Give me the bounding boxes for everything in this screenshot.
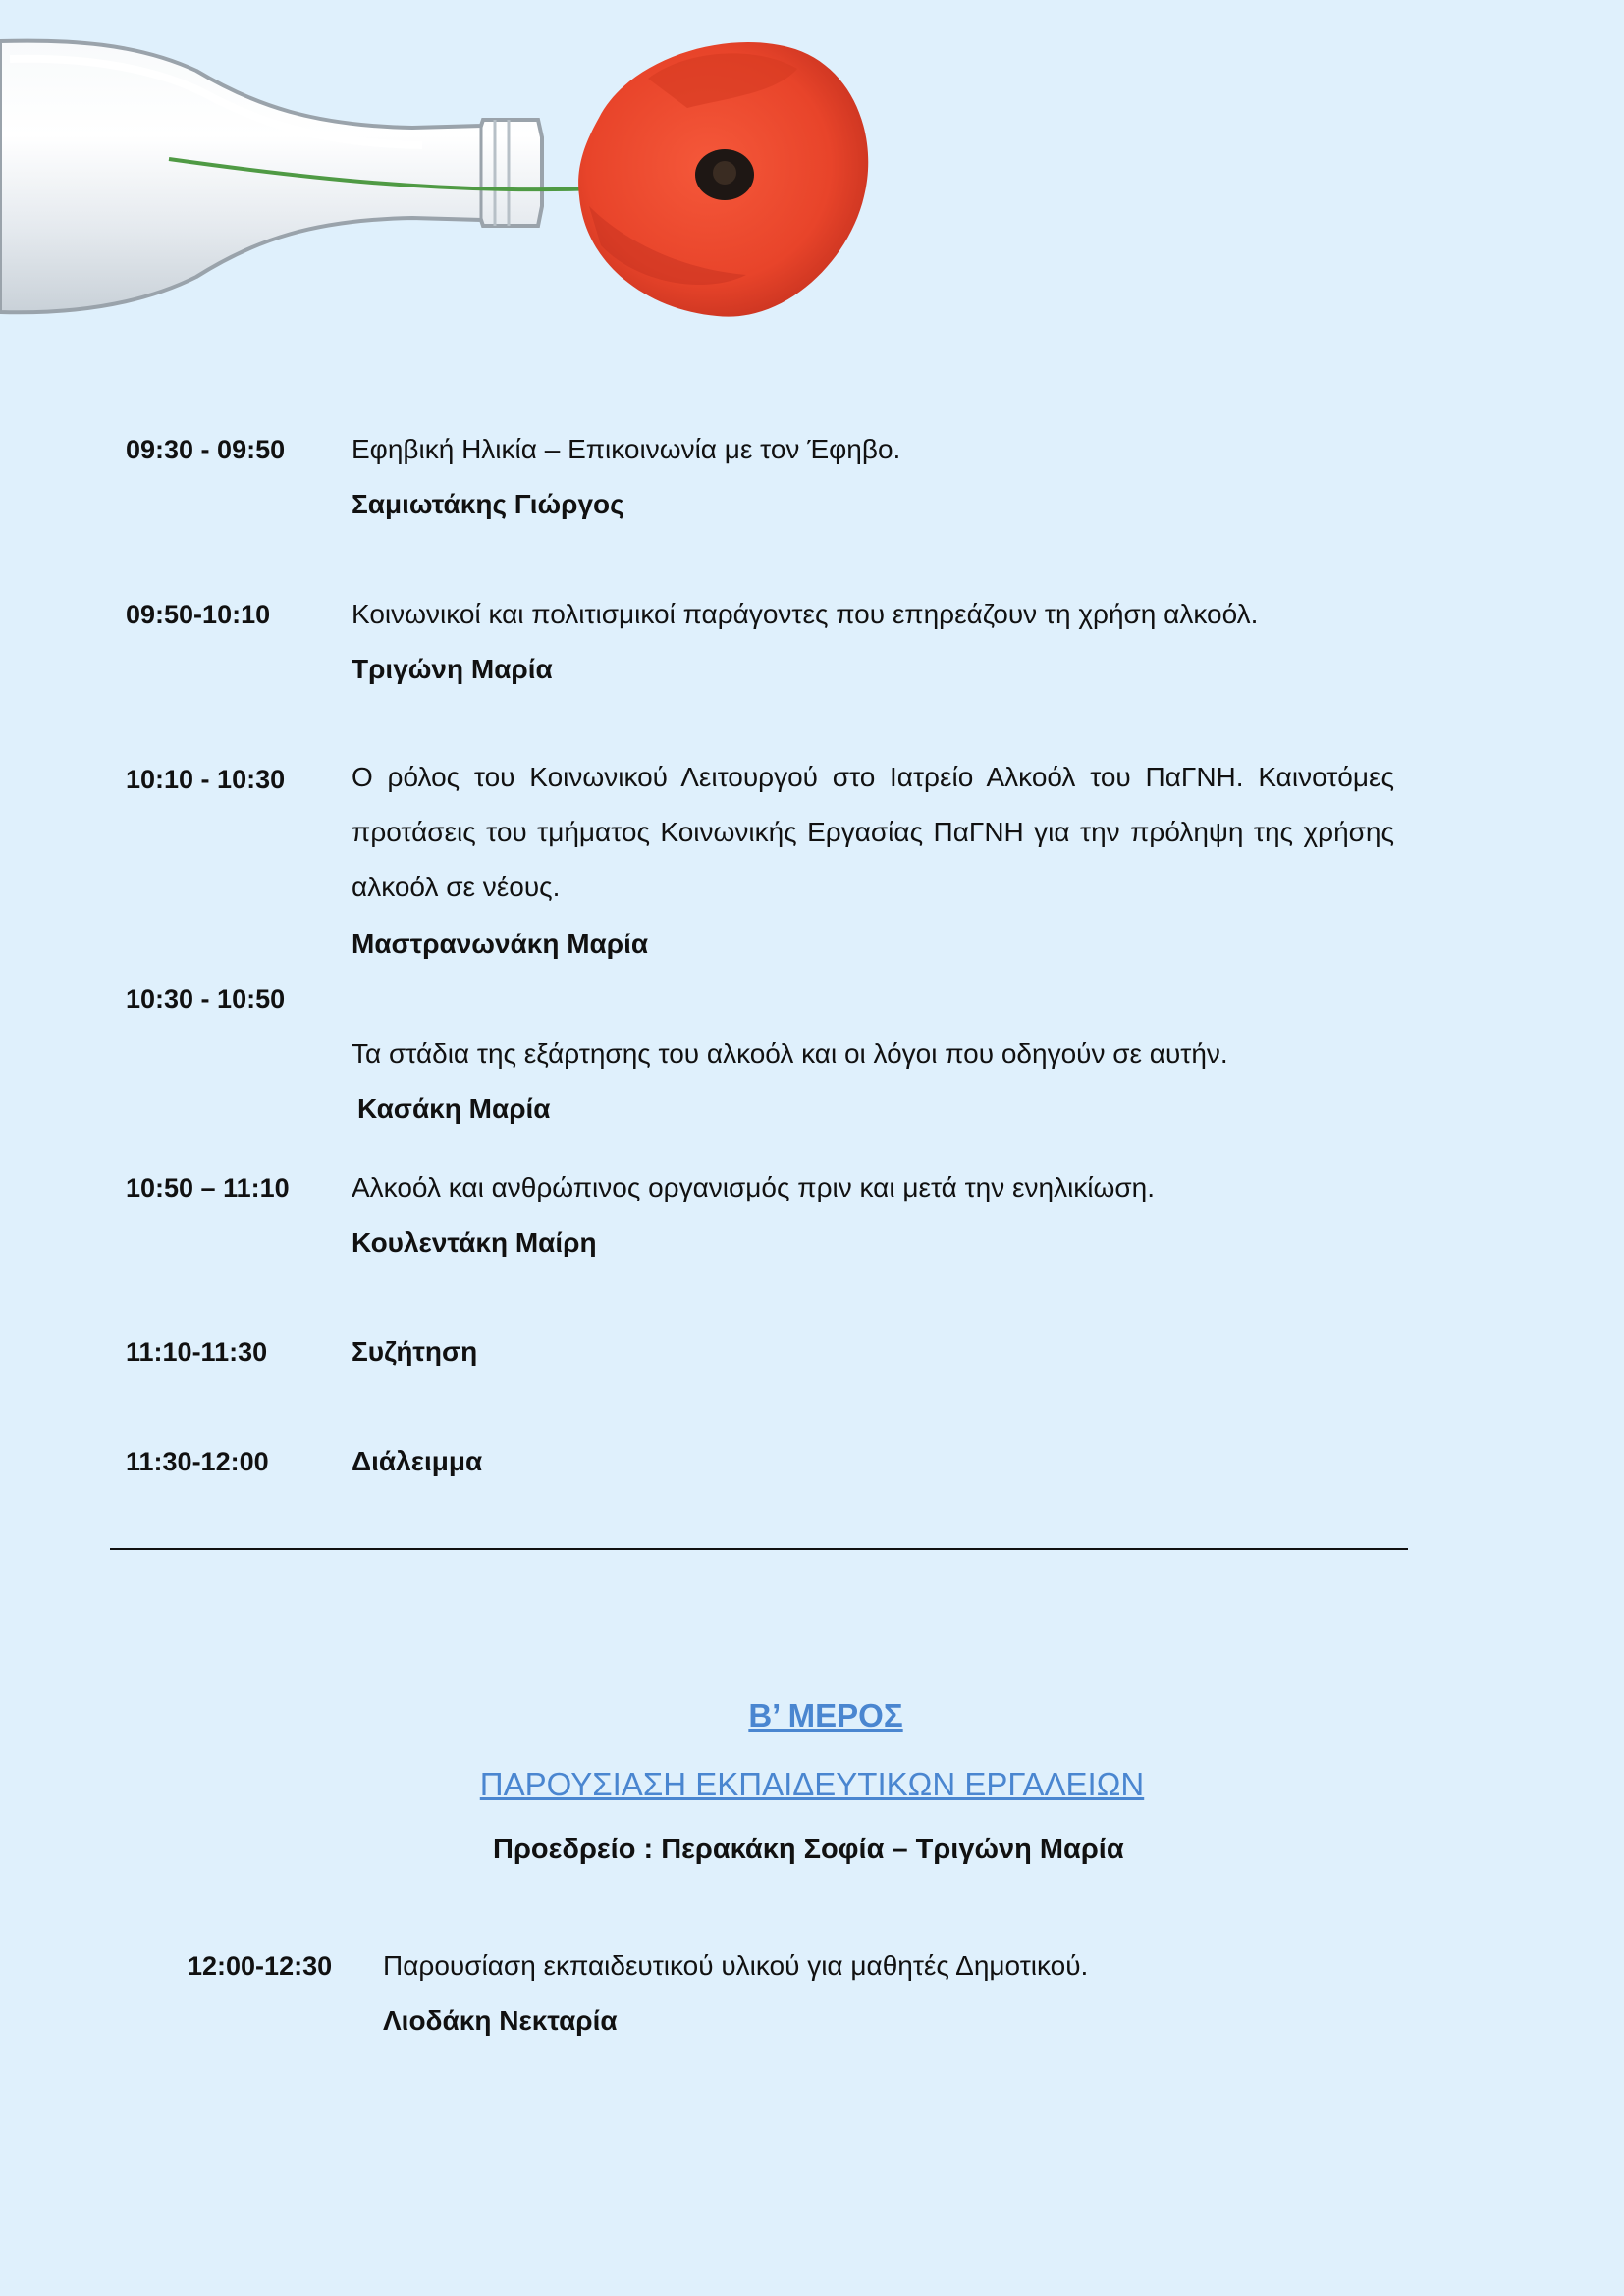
speaker-name: Λιοδάκη Νεκταρία — [383, 2005, 618, 2036]
talk-title: Εφηβική Ηλικία – Επικοινωνία με τον Έφηβο. — [352, 434, 901, 464]
break-label: Διάλειμμα — [352, 1446, 483, 1476]
time-slot: 10:30 - 10:50 — [126, 985, 286, 1014]
time-slot: 11:30-12:00 — [126, 1447, 269, 1476]
talk-title: Αλκοόλ και ανθρώπινος οργανισμός πριν και μετά την ενηλικίωση. — [352, 1172, 1156, 1202]
speaker-name: Κουλεντάκη Μαίρη — [352, 1227, 597, 1257]
section-divider — [110, 1548, 1408, 1550]
speaker-name: Κασάκη Μαρία — [357, 1094, 551, 1124]
poppy-flower-icon — [578, 42, 868, 317]
time-slot: 11:10-11:30 — [126, 1337, 268, 1366]
talk-title: Ο ρόλος του Κοινωνικού Λειτουργού στο Ιατρείο Αλκοόλ του ΠαΓΝΗ. Καινοτόμες προτάσεις του τμήματος Κοινωνικής Εργασίας ΠαΓΝΗ για την πρόληψη της χρήσης αλκοόλ σε νέους. — [352, 762, 1394, 902]
presidium-line: Προεδρείο : Περακάκη Σοφία – Τριγώνη Μαρία — [493, 1834, 1124, 1865]
speaker-name: Μαστρανωνάκη Μαρία — [352, 929, 649, 959]
talk-title: Κοινωνικοί και πολιτισμικοί παράγοντες που επηρεάζουν τη χρήση αλκοόλ. — [352, 599, 1259, 629]
time-slot: 09:30 - 09:50 — [126, 435, 286, 464]
speaker-name: Σαμιωτάκης Γιώργος — [352, 489, 624, 519]
time-slot: 10:50 – 11:10 — [126, 1173, 290, 1202]
part-b-subheading: ΠΑΡΟΥΣΙΑΣΗ ΕΚΠΑΙΔΕΥΤΙΚΩΝ ΕΡΓΑΛΕΙΩΝ — [479, 1766, 1145, 1802]
speaker-name: Τριγώνη Μαρία — [352, 654, 553, 684]
part-b-heading: Β’ ΜΕΡΟΣ — [748, 1697, 903, 1734]
time-slot: 10:10 - 10:30 — [126, 765, 286, 794]
bottle-poppy-illustration — [0, 0, 982, 334]
talk-title: Τα στάδια της εξάρτησης του αλκοόλ και οι λόγοι που οδηγούν σε αυτήν. — [352, 1039, 1228, 1069]
talk-title: Παρουσίαση εκπαιδευτικού υλικού για μαθητές Δημοτικού. — [383, 1950, 1089, 1981]
discussion-label: Συζήτηση — [352, 1336, 478, 1366]
time-slot: 09:50-10:10 — [126, 600, 271, 629]
time-slot: 12:00-12:30 — [188, 1951, 333, 1981]
